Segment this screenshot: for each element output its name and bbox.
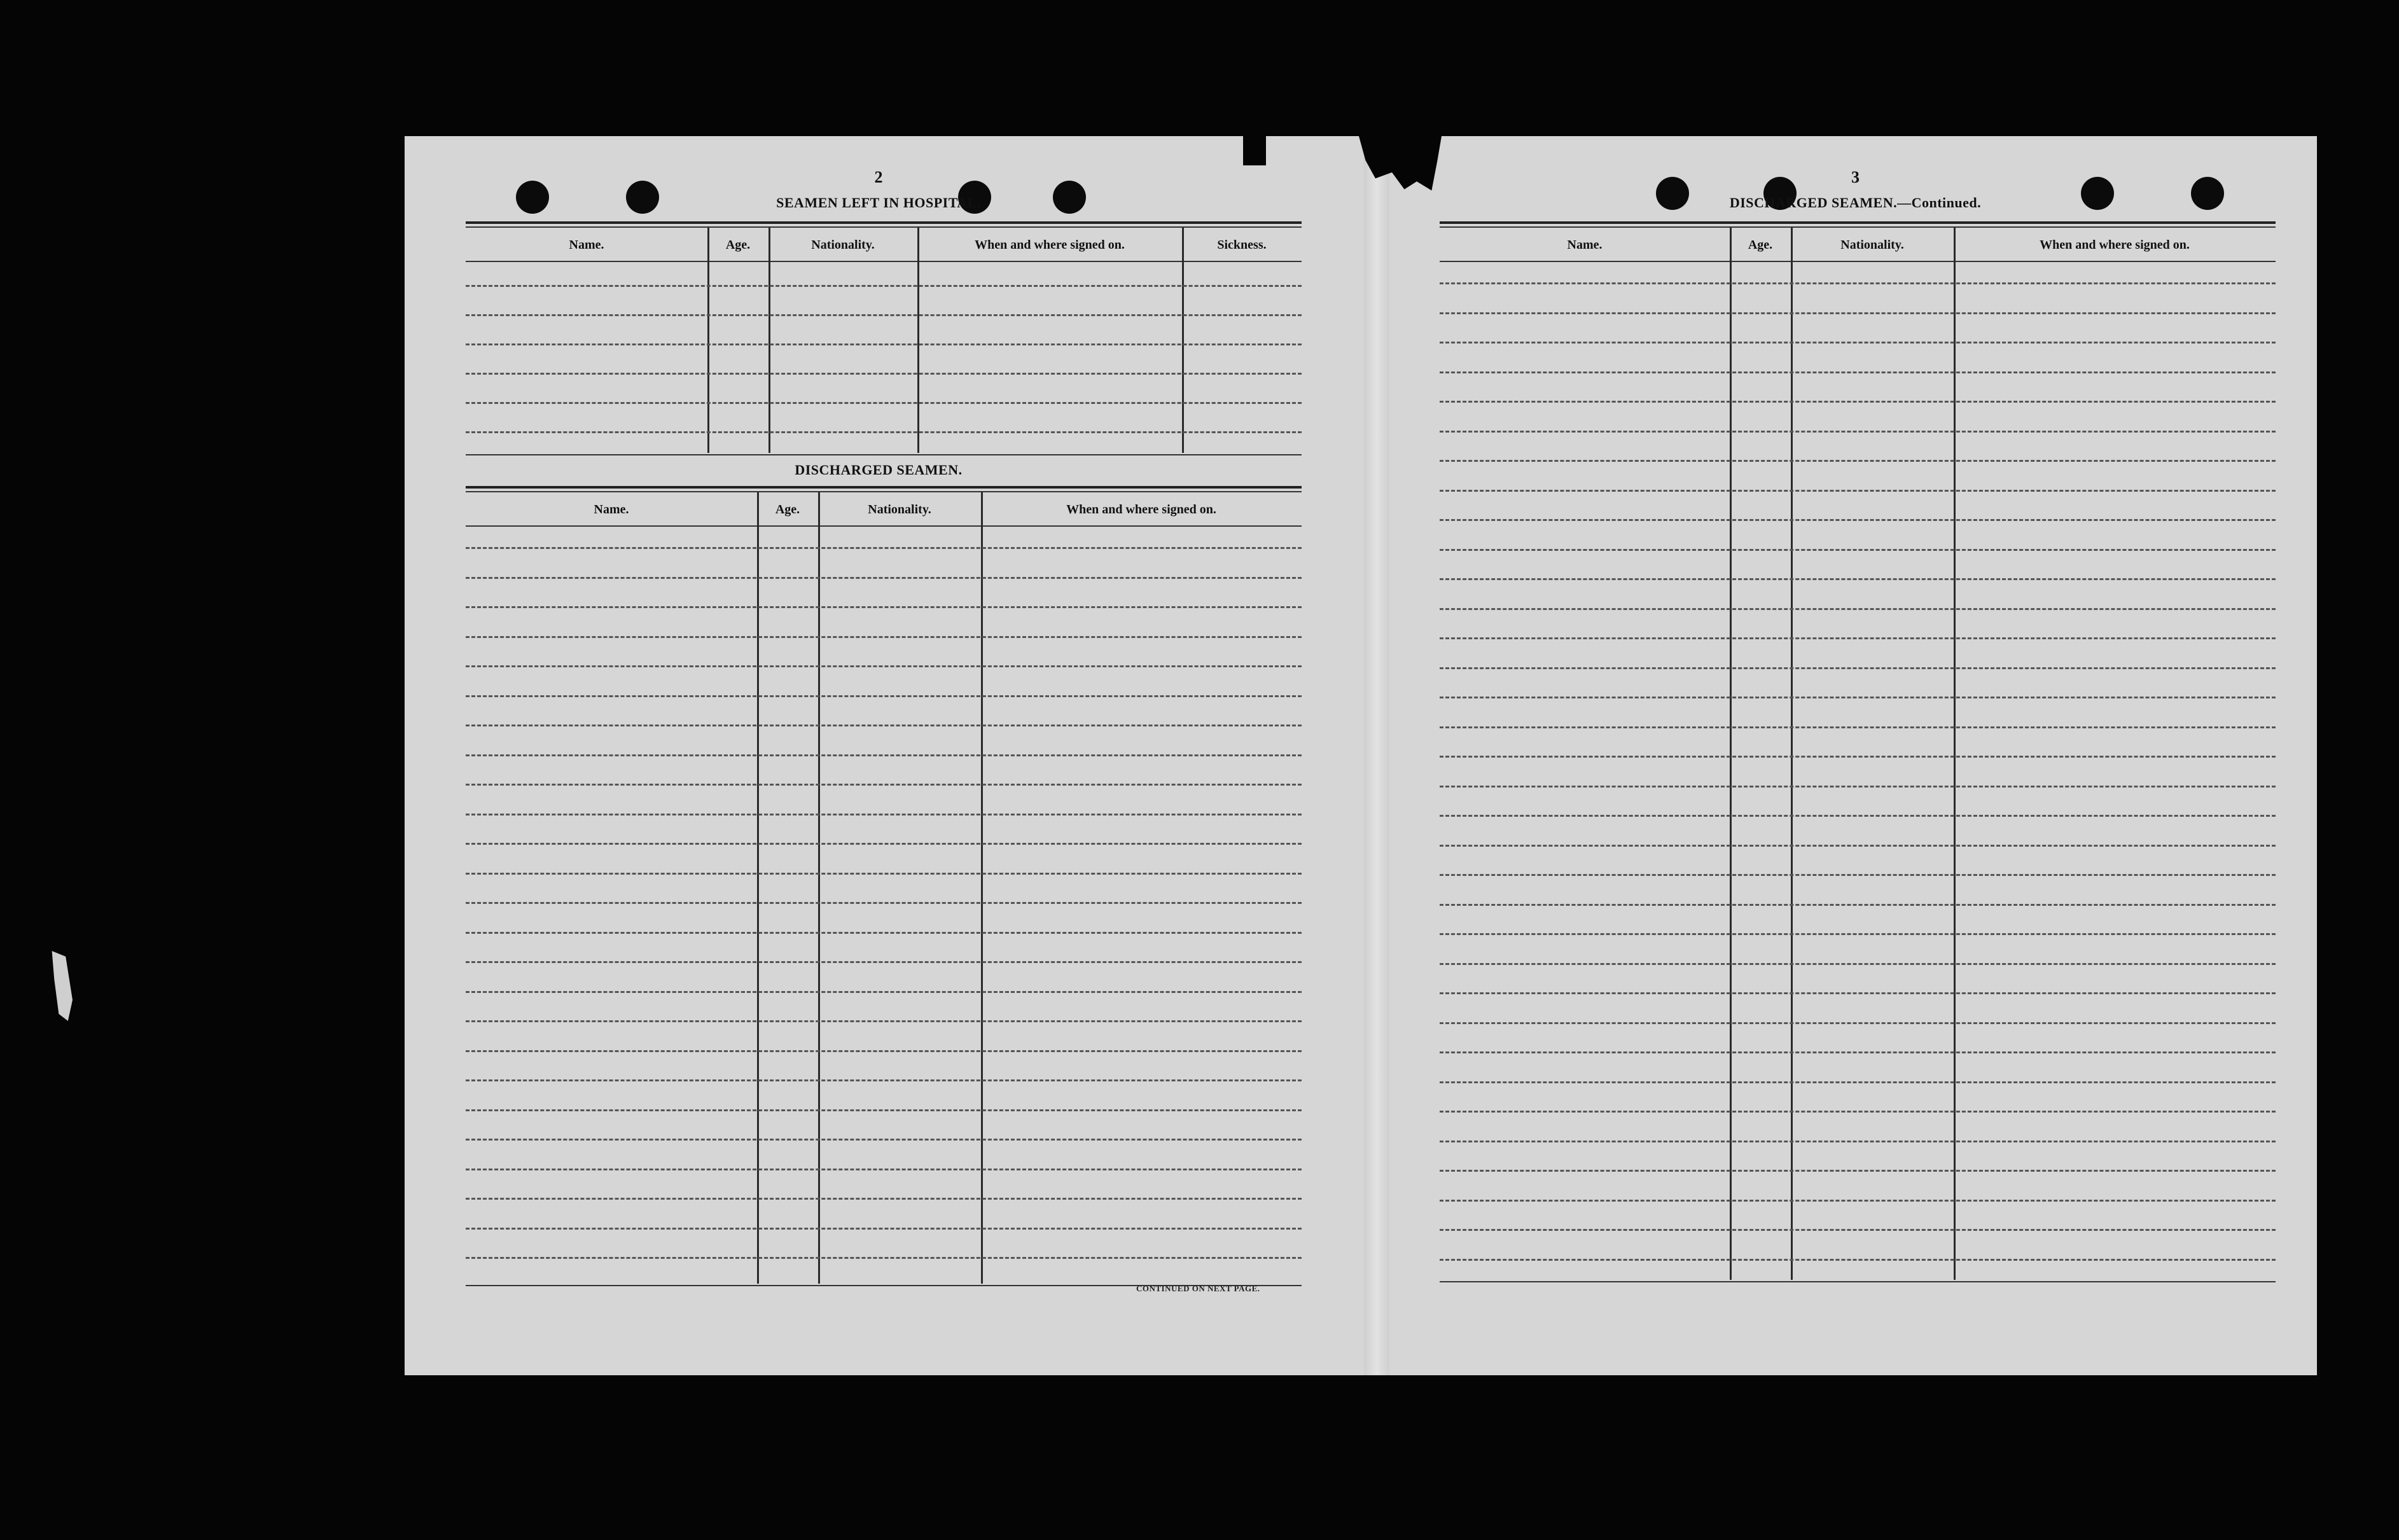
table-row xyxy=(466,636,1302,638)
table-row xyxy=(1440,549,2276,551)
table-row xyxy=(1440,756,2276,758)
table-row xyxy=(1440,1141,2276,1142)
table-row xyxy=(1440,963,2276,965)
column-header: Nationality. xyxy=(811,238,875,252)
table-row xyxy=(466,285,1302,287)
paper-scrap xyxy=(50,951,73,1021)
table-row xyxy=(466,1228,1302,1230)
column-header: Nationality. xyxy=(868,503,931,517)
table-row xyxy=(1440,1259,2276,1261)
table-row xyxy=(1440,1081,2276,1083)
table-row xyxy=(1440,371,2276,373)
table-row xyxy=(1440,786,2276,787)
table-row xyxy=(466,1020,1302,1022)
table-row xyxy=(466,1139,1302,1141)
discharged-table xyxy=(466,486,1302,1300)
table-row xyxy=(466,547,1302,549)
table-row xyxy=(1440,1229,2276,1231)
column-header: When and where signed on. xyxy=(2040,238,2190,252)
table-row xyxy=(466,314,1302,316)
table-row xyxy=(466,754,1302,756)
table-row xyxy=(466,373,1302,375)
table-row xyxy=(466,784,1302,786)
table-row xyxy=(466,606,1302,608)
table-row xyxy=(466,725,1302,726)
column-header: Sickness. xyxy=(1217,238,1267,252)
table-row xyxy=(1440,904,2276,906)
center-fold xyxy=(1364,136,1389,1375)
left-page xyxy=(405,136,1352,1375)
column-header: Age. xyxy=(1748,238,1773,252)
table-row xyxy=(1440,933,2276,935)
table-row xyxy=(1440,578,2276,580)
table-row xyxy=(1440,667,2276,669)
table-row xyxy=(466,991,1302,993)
table-row xyxy=(1440,1111,2276,1113)
table-row xyxy=(1440,874,2276,876)
table-row xyxy=(466,1050,1302,1052)
table-row xyxy=(466,873,1302,875)
table-row xyxy=(1440,282,2276,284)
table-row xyxy=(466,577,1302,579)
discharged-continued-title: DISCHARGED SEAMEN.—Continued. xyxy=(1729,195,1982,211)
page-number: 3 xyxy=(1851,168,1860,186)
right-page xyxy=(1394,136,2317,1375)
table-row xyxy=(466,695,1302,697)
table-row xyxy=(466,932,1302,934)
table-row xyxy=(1440,1051,2276,1053)
table-row xyxy=(1440,1022,2276,1024)
table-row xyxy=(466,1257,1302,1259)
column-header: Name. xyxy=(1567,238,1603,252)
table-row xyxy=(466,1109,1302,1111)
table-row xyxy=(1440,519,2276,521)
table-row xyxy=(1440,1200,2276,1202)
table-row xyxy=(1440,815,2276,817)
page-number: 2 xyxy=(874,168,883,186)
column-header: Nationality. xyxy=(1840,238,1904,252)
column-header: When and where signed on. xyxy=(975,238,1125,252)
table-row xyxy=(1440,726,2276,728)
table-row xyxy=(1440,490,2276,492)
table-row xyxy=(466,665,1302,667)
table-row xyxy=(1440,992,2276,994)
column-header: When and where signed on. xyxy=(1066,503,1216,517)
table-row xyxy=(466,402,1302,404)
form-sheet xyxy=(405,136,2317,1375)
table-row xyxy=(1440,1170,2276,1172)
table-row xyxy=(466,902,1302,904)
table-row xyxy=(1440,342,2276,343)
column-header: Age. xyxy=(775,503,800,517)
hospital-section-title: SEAMEN LEFT IN HOSPITAL. xyxy=(776,195,981,211)
table-row xyxy=(1440,845,2276,847)
table-row xyxy=(1440,460,2276,462)
table-row xyxy=(466,1198,1302,1200)
column-header: Name. xyxy=(594,503,629,517)
table-row xyxy=(466,1079,1302,1081)
table-row xyxy=(1440,312,2276,314)
table-row xyxy=(466,1169,1302,1170)
discharged-section-title: DISCHARGED SEAMEN. xyxy=(795,462,963,478)
table-row xyxy=(1440,401,2276,403)
continued-note: CONTINUED ON NEXT PAGE. xyxy=(1136,1284,1260,1293)
table-row xyxy=(1440,697,2276,698)
table-row xyxy=(1440,431,2276,433)
table-row xyxy=(1440,637,2276,639)
column-header: Age. xyxy=(725,238,751,252)
table-row xyxy=(466,814,1302,815)
discharged-continued-table xyxy=(1440,221,2276,1303)
table-row xyxy=(466,961,1302,963)
column-header: Name. xyxy=(569,238,604,252)
table-row xyxy=(466,431,1302,433)
table-row xyxy=(466,343,1302,345)
table-row xyxy=(466,843,1302,845)
table-row xyxy=(1440,608,2276,610)
